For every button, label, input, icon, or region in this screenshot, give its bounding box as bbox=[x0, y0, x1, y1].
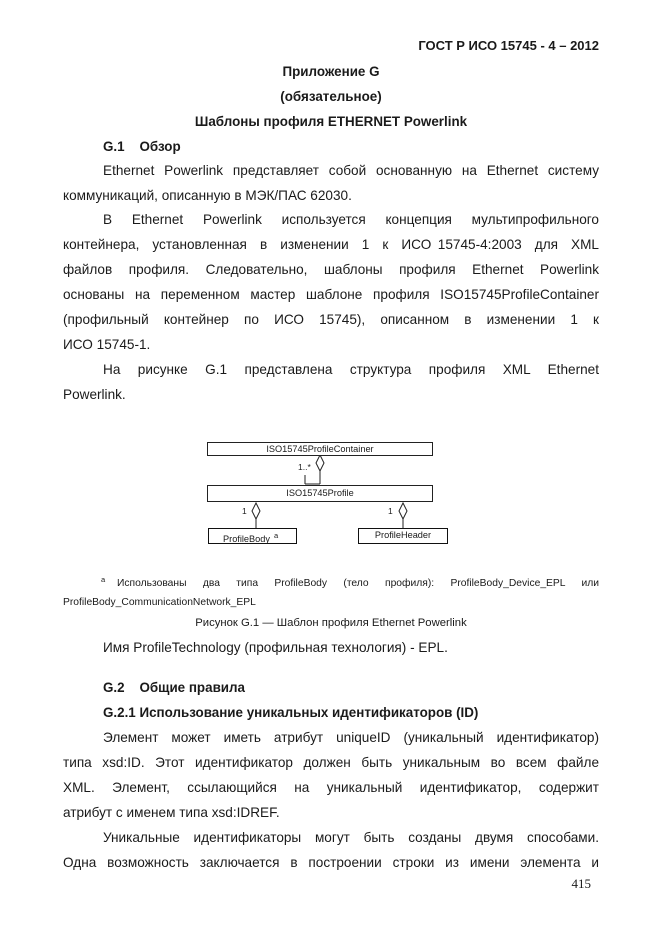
aggregation-diamond-icon bbox=[252, 503, 260, 519]
aggregation-diamond-icon bbox=[399, 503, 407, 519]
uml-class-header: ProfileHeader bbox=[358, 528, 448, 544]
multiplicity-label: 1..* bbox=[298, 462, 311, 472]
appendix-title: Приложение G bbox=[282, 64, 380, 79]
uml-class-container: ISO15745ProfileContainer bbox=[207, 442, 433, 456]
footnote-reference: a bbox=[273, 531, 279, 540]
paragraph-line: контейнера, установленная в изменении 1 к ИСО 15745-4:2003 для XML bbox=[63, 237, 599, 252]
paragraph-line: типа xsd:ID. Этот идентификатор должен быть уникальным во всем файле bbox=[63, 755, 599, 770]
footnote-text: ProfileBody_CommunicationNetwork_EPL bbox=[63, 597, 256, 608]
uml-class-profile: ISO15745Profile bbox=[207, 485, 433, 502]
paragraph-line: Одна возможность заключается в построении строки из имени элемента и bbox=[63, 855, 599, 870]
appendix-subtitle: Шаблоны профиля ETHERNET Powerlink bbox=[194, 114, 468, 129]
paragraph-line: На рисунке G.1 представлена структура профиля XML Ethernet bbox=[103, 362, 599, 377]
footnote-text: Использованы два типа ProfileBody (тело профиля): ProfileBody_Device_EPL или bbox=[117, 578, 599, 589]
multiplicity-label: 1 bbox=[388, 506, 393, 516]
footnote-mark: a bbox=[101, 575, 106, 584]
paragraph-line: Ethernet Powerlink представляет собой основанную на Ethernet систему bbox=[103, 163, 599, 178]
section-heading-g2: G.2 Общие правила bbox=[103, 680, 245, 695]
multiplicity-label: 1 bbox=[242, 506, 247, 516]
document-header: ГОСТ Р ИСО 15745 - 4 – 2012 bbox=[418, 38, 599, 53]
paragraph-line: ИСО 15745-1. bbox=[63, 337, 151, 352]
paragraph-line: XML. Элемент, ссылающийся на уникальный идентификатор, содержит bbox=[63, 780, 599, 795]
paragraph-line: файлов профиля. Следовательно, шаблоны профиля Ethernet Powerlink bbox=[63, 262, 599, 277]
paragraph-line: основаны на переменном мастер шаблоне профиля ISO15745ProfileContainer bbox=[63, 287, 599, 302]
section-heading-g1: G.1 Обзор bbox=[103, 139, 181, 154]
appendix-status: (обязательное) bbox=[280, 89, 382, 104]
paragraph-line: В Ethernet Powerlink используется концепция мультипрофильного bbox=[103, 212, 599, 227]
aggregation-diamond-icon bbox=[316, 455, 324, 471]
paragraph-line: Уникальные идентификаторы могут быть созданы двумя способами. bbox=[103, 830, 599, 845]
paragraph-line: Powerlink. bbox=[63, 387, 126, 402]
uml-class-body-label: ProfileBody bbox=[223, 534, 270, 545]
paragraph-line: коммуникаций, описанную в МЭК/ПАС 62030. bbox=[63, 188, 352, 203]
subsection-heading-g21: G.2.1 Использование уникальных идентификаторов (ID) bbox=[103, 705, 479, 720]
paragraph-line: атрибут с именем типа xsd:IDREF. bbox=[63, 805, 280, 820]
figure-caption: Рисунок G.1 — Шаблон профиля Ethernet Powerlink bbox=[195, 617, 467, 629]
uml-class-body bbox=[208, 528, 297, 544]
paragraph-line: (профильный контейнер по ИСО 15745), описанном в изменении 1 к bbox=[63, 312, 599, 327]
page-number: 415 bbox=[571, 876, 591, 891]
technology-line: Имя ProfileTechnology (профильная технология) - EPL. bbox=[103, 640, 448, 655]
paragraph-line: Элемент может иметь атрибут uniqueID (уникальный идентификатор) bbox=[103, 730, 599, 745]
